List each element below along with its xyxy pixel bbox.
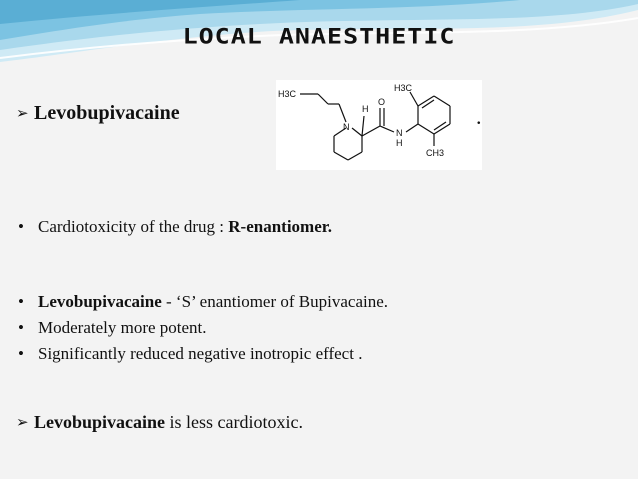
bullet-dot-icon: • bbox=[18, 292, 24, 311]
bullet-inotropic bbox=[18, 344, 362, 364]
slide-title: LOCAL ANAESTHETIC bbox=[182, 24, 456, 49]
bullet-s-enantiomer bbox=[18, 292, 388, 312]
bullet-dot-icon: • bbox=[18, 344, 24, 363]
chemical-structure-image bbox=[276, 80, 482, 170]
heading-levobupivacaine bbox=[16, 102, 180, 125]
heading-text: Levobupivacaine bbox=[34, 102, 180, 124]
bullet-text: - ‘S’ enantiomer of Bupivacaine. bbox=[161, 292, 389, 311]
conclusion-bold: Levobupivacaine bbox=[34, 412, 166, 432]
conclusion-line bbox=[16, 412, 303, 433]
bullet-cardiotoxicity bbox=[18, 217, 332, 237]
label-n-ring: N bbox=[343, 122, 350, 132]
levobupivacaine-structure bbox=[276, 80, 482, 170]
label-h-chiral: H bbox=[362, 104, 369, 114]
bullet-bold: R-enantiomer. bbox=[228, 217, 332, 236]
label-h3c-aryl: H3C bbox=[394, 83, 413, 93]
bullet-bold: Levobupivacaine bbox=[38, 292, 162, 311]
bullet-text: Cardiotoxicity of the drug : bbox=[38, 217, 229, 236]
label-o: O bbox=[378, 97, 386, 107]
arrow-bullet-icon: ➢ bbox=[16, 415, 29, 431]
bullet-potency bbox=[18, 318, 207, 338]
label-ch3: CH3 bbox=[426, 148, 445, 158]
label-h3c-top: H3C bbox=[278, 89, 297, 99]
label-nh-n: N bbox=[396, 128, 403, 138]
bullet-dot-icon: • bbox=[18, 318, 24, 337]
bullet-text: Moderately more potent. bbox=[38, 318, 207, 337]
bullet-dot-icon: • bbox=[18, 217, 24, 236]
conclusion-text: is less cardiotoxic. bbox=[165, 412, 304, 432]
bullet-text: Significantly reduced negative inotropic effect . bbox=[38, 344, 363, 363]
label-nh-h: H bbox=[396, 138, 403, 148]
trailing-dot: . bbox=[476, 104, 482, 129]
arrow-bullet-icon: ➢ bbox=[16, 106, 29, 122]
